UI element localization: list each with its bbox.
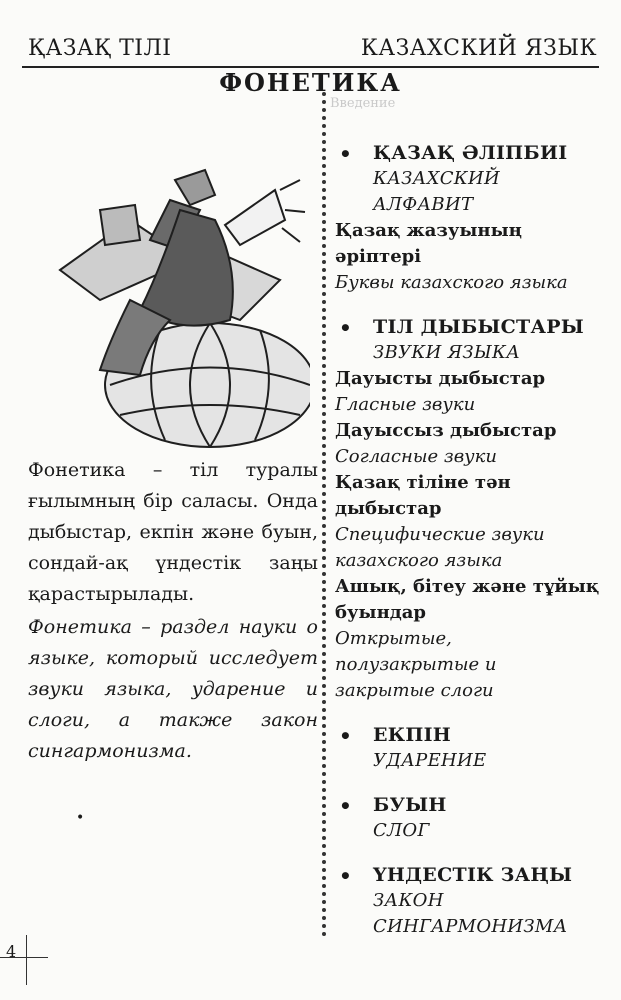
man-with-megaphone-on-globe-illustration xyxy=(40,150,310,450)
section-heading: ЕКПІН xyxy=(373,724,452,746)
topic-line: Открытые, полузакрытые и закрытые слоги xyxy=(335,628,497,701)
topic-line: Гласные звуки xyxy=(335,394,476,415)
section-heading: ҚАЗАҚ ӘЛІПБИІ xyxy=(373,142,568,164)
topic-line: Дауысты дыбыстар xyxy=(335,368,546,389)
section-subheading: КАЗАХСКИЙ АЛФАВИТ xyxy=(373,168,501,215)
topic-line: Дауыссыз дыбыстар xyxy=(335,420,557,441)
page-title: ФОНЕТИКА xyxy=(219,68,402,97)
header-right-title: КАЗАХСКИЙ ЯЗЫК xyxy=(360,36,597,61)
bleed-through-text: Введение xyxy=(330,96,396,111)
section-heading: БУЫН xyxy=(373,794,447,816)
topic-line: Буквы казахского языка xyxy=(335,272,568,293)
section-subheading: СЛОГ xyxy=(373,820,430,841)
phonetics-definition-kazakh: Фонетика – тіл туралы ғылымның бір саласы. Онда дыбыстар, екпін және буын, сондай-ақ үндестік заңы қарастырылады. xyxy=(28,459,318,605)
section-alphabet xyxy=(335,140,600,296)
topic-line: Специфические звуки казахского языка xyxy=(335,524,545,571)
topic-line: Ашық, бітеу және тұйық буындар xyxy=(335,576,600,623)
page-number: 4 xyxy=(6,942,17,961)
section-subheading: ЗАКОН СИНГАРМОНИЗМА xyxy=(373,890,568,937)
page-corner-mark xyxy=(26,935,27,985)
small-dot-mark: • xyxy=(76,810,85,826)
topic-line: Согласные звуки xyxy=(335,446,497,467)
dotted-column-divider xyxy=(322,92,326,937)
section-sounds xyxy=(335,314,600,704)
bullet-dot-icon: • xyxy=(339,724,353,748)
section-subheading: ЗВУКИ ЯЗЫКА xyxy=(373,342,521,363)
header-left-title: ҚАЗАҚ ТІЛІ xyxy=(28,36,172,61)
section-heading: ТІЛ ДЫБЫСТАРЫ xyxy=(373,316,584,338)
topic-line: Қазақ тіліне тән дыбыстар xyxy=(335,472,511,519)
bullet-dot-icon: • xyxy=(339,864,353,888)
bullet-dot-icon: • xyxy=(339,794,353,818)
topic-line: Қазақ жазуының әріптері xyxy=(335,220,522,267)
bullet-dot-icon: • xyxy=(339,316,353,340)
topics-list xyxy=(335,140,600,958)
section-subheading: УДАРЕНИЕ xyxy=(373,750,487,771)
section-heading: ҮНДЕСТІК ЗАҢЫ xyxy=(373,864,573,886)
section-stress xyxy=(335,722,600,774)
section-synharmonism xyxy=(335,862,600,940)
section-syllable xyxy=(335,792,600,844)
bullet-dot-icon: • xyxy=(339,142,353,166)
phonetics-definition-russian: Фонетика – раздел науки о языке, который исследует звуки языка, ударение и слоги, а также закон сингармонизма. xyxy=(28,616,318,762)
